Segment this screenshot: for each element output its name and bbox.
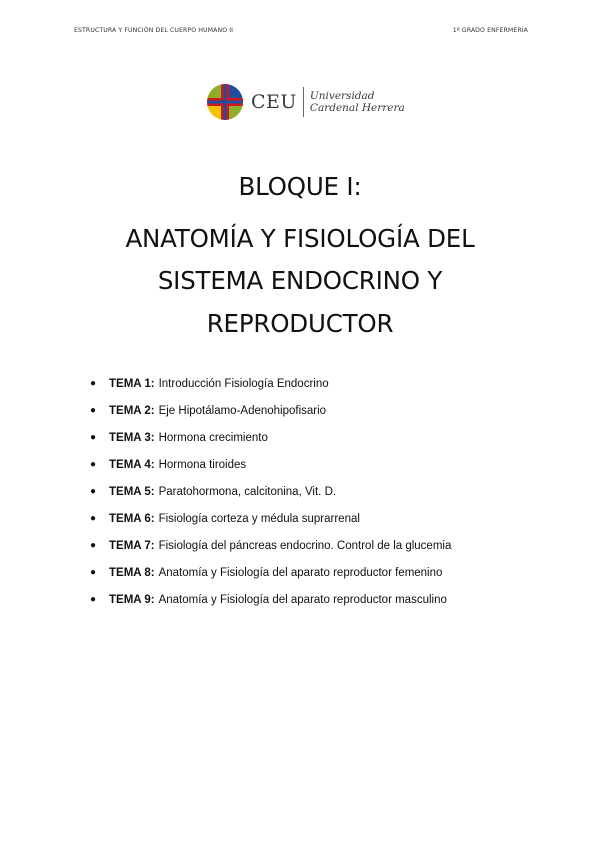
logo-divider bbox=[303, 87, 304, 117]
topic-label: TEMA 6: bbox=[109, 513, 155, 525]
topic-text: Introducción Fisiología Endocrino bbox=[158, 378, 329, 390]
university-logo bbox=[207, 84, 405, 120]
topic-list bbox=[90, 377, 451, 620]
list-item bbox=[90, 431, 451, 458]
block-title: BLOQUE I: bbox=[238, 172, 362, 201]
block-subtitle-line-2: SISTEMA ENDOCRINO Y bbox=[157, 266, 443, 295]
topic-text: Paratohormona, calcitonina, Vit. D. bbox=[158, 486, 337, 498]
bullet-icon: ● bbox=[90, 594, 97, 605]
topic-text: Fisiología corteza y médula suprarrenal bbox=[158, 513, 360, 525]
logo-line-2: Cardenal Herrera bbox=[309, 102, 405, 114]
topic-label: TEMA 5: bbox=[109, 486, 155, 498]
topic-label: TEMA 9: bbox=[109, 594, 155, 606]
bullet-icon: ● bbox=[90, 378, 97, 389]
topic-text: Hormona crecimiento bbox=[158, 432, 268, 444]
topic-text: Eje Hipotálamo-Adenohipofisario bbox=[158, 405, 327, 417]
bullet-icon: ● bbox=[90, 567, 97, 578]
topic-text: Anatomía y Fisiología del aparato reproductor femenino bbox=[158, 567, 443, 579]
header-course: ESTRUCTURA Y FUNCIÓN DEL CUERPO HUMANO II bbox=[74, 27, 234, 34]
bullet-icon: ● bbox=[90, 486, 97, 497]
page-header bbox=[74, 27, 528, 34]
list-item bbox=[90, 377, 451, 404]
topic-label: TEMA 4: bbox=[109, 459, 155, 471]
logo-line-1: Universidad bbox=[309, 90, 375, 102]
list-item bbox=[90, 404, 451, 431]
bullet-icon: ● bbox=[90, 540, 97, 551]
topic-label: TEMA 2: bbox=[109, 405, 155, 417]
logo-university-name bbox=[310, 90, 405, 114]
topic-label: TEMA 8: bbox=[109, 567, 155, 579]
header-degree: 1º GRADO ENFERMERÍA bbox=[452, 27, 528, 34]
topic-text: Fisiología del páncreas endocrino. Control de la glucemia bbox=[158, 540, 452, 552]
block-subtitle-line-3: REPRODUCTOR bbox=[206, 309, 394, 338]
bullet-icon: ● bbox=[90, 459, 97, 470]
topic-label: TEMA 3: bbox=[109, 432, 155, 444]
list-item bbox=[90, 566, 451, 593]
topic-text: Anatomía y Fisiología del aparato reproductor masculino bbox=[158, 594, 447, 606]
list-item bbox=[90, 458, 451, 485]
logo-abbrev: CEU bbox=[251, 91, 297, 113]
list-item bbox=[90, 539, 451, 566]
list-item bbox=[90, 485, 451, 512]
bullet-icon: ● bbox=[90, 405, 97, 416]
bullet-icon: ● bbox=[90, 513, 97, 524]
list-item bbox=[90, 593, 451, 620]
topic-label: TEMA 1: bbox=[109, 378, 155, 390]
bullet-icon: ● bbox=[90, 432, 97, 443]
topic-text: Hormona tiroides bbox=[158, 459, 247, 471]
ceu-emblem-icon bbox=[207, 84, 243, 120]
list-item bbox=[90, 512, 451, 539]
topic-label: TEMA 7: bbox=[109, 540, 155, 552]
block-subtitle-line-1: ANATOMÍA Y FISIOLOGÍA DEL bbox=[125, 224, 475, 253]
